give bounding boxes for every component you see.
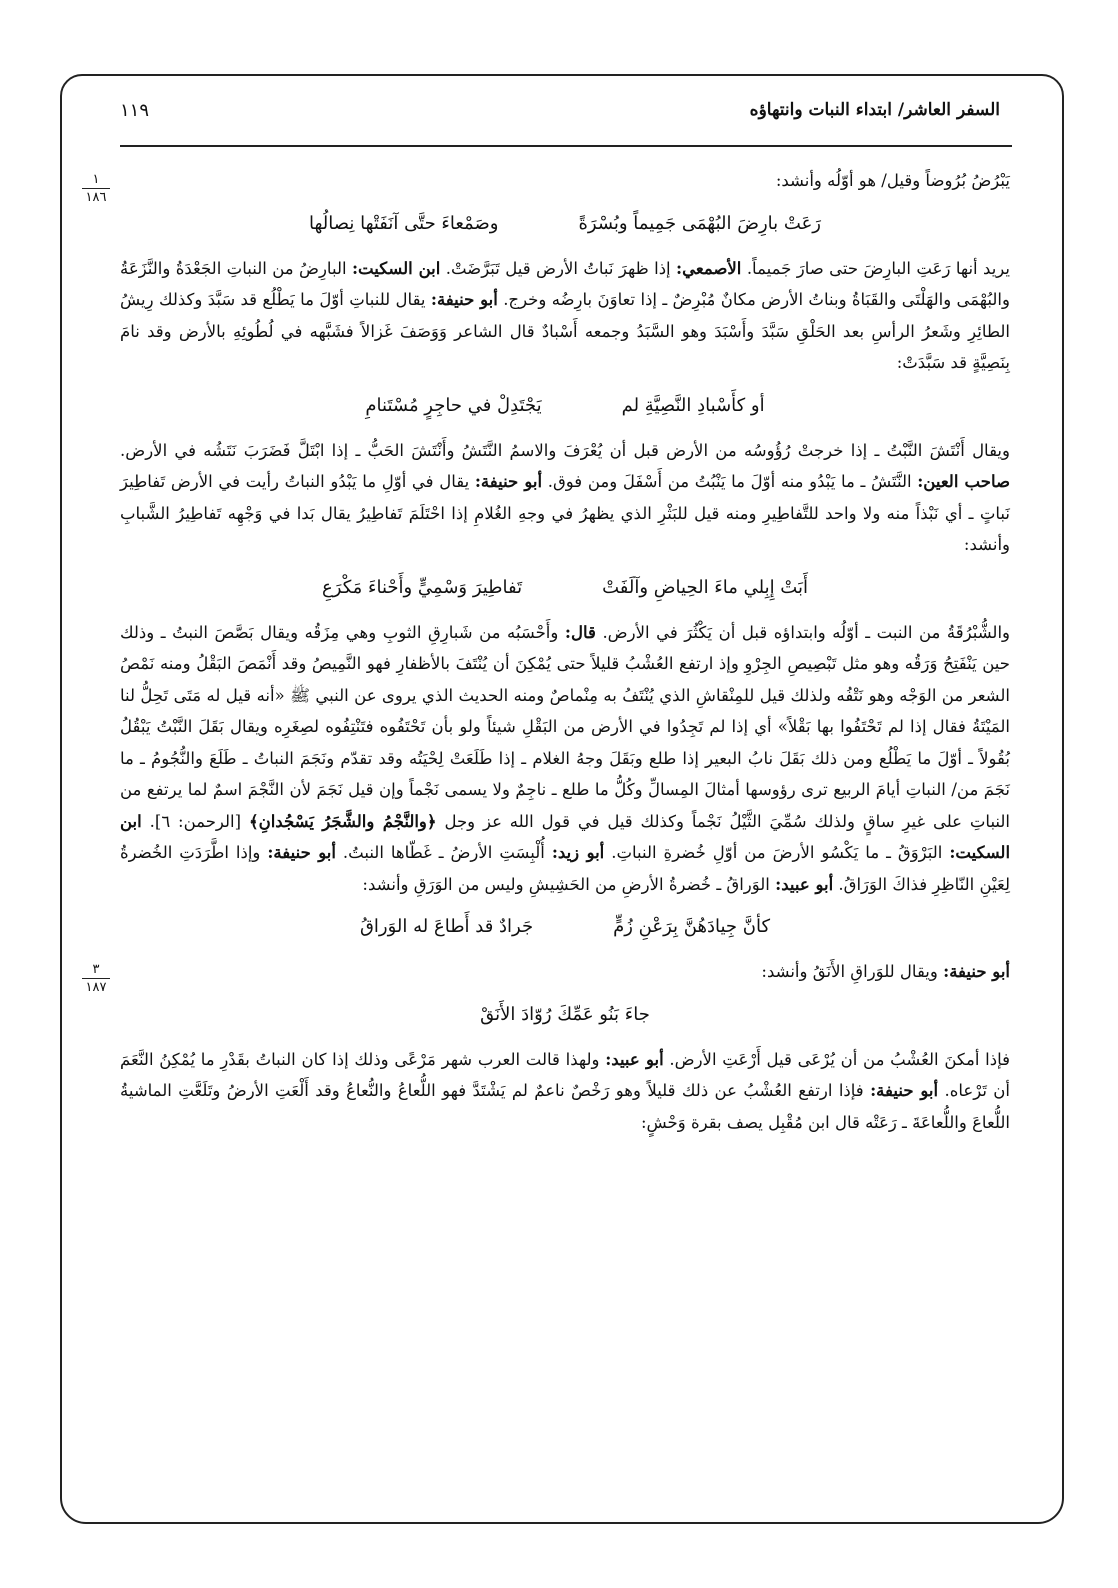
source-name: أبو حنيفة: bbox=[474, 472, 543, 491]
poem-verse bbox=[120, 573, 1010, 603]
text-run: أُلْبِسَتِ الأرضُ ـ غَطّاها النبتُ. bbox=[342, 843, 545, 862]
text-run: الوَراقُ ـ خُضرةُ الأرضِ من الحَشِيشِ وليس من الوَرَقِ وأنشد: bbox=[362, 874, 770, 894]
text-run: ويقال أَنْتَشَ النَّبْتُ ـ إذا خرجتْ رُؤُوسُه من الأرض قبل أن يُعْرَفَ والاسمُ النَّتَشُ وأَنْتَشَ الحَبُّ ـ إذا ابْتَلَّ فَضَرَبَ نَتَشُه في الأرض. bbox=[120, 440, 1010, 460]
margin-ref-page: ١٨٦ bbox=[85, 190, 107, 205]
text-run: وإذا اطَّرَدَتِ الخُضرةُ لِعَيْنِ النّاظِرِ فذاكَ الوَرَاقُ. bbox=[120, 843, 1010, 894]
margin-ref-rule bbox=[82, 188, 110, 189]
paragraph bbox=[120, 435, 1010, 561]
text-run: النَّتَشُ ـ ما يَبْدُو منه أوّلَ ما يَنْبُتُ من أَسْفَلَ ومن فوق. bbox=[547, 472, 912, 491]
text-run: ويقال للوَراقِ الأَنَقُ وأنشد: bbox=[761, 962, 938, 981]
text-run: ولهذا قالت العرب شهر مَرْعًى وذلك إذا كان النباتُ بقَدْرِ ما يُمْكِنُ النَّعَمَ أن تَرْعاه. bbox=[120, 1049, 1011, 1100]
verse-first-hemistich: رَعَتْ بارِضَ البُهْمَى جَمِيماً وبُسْرَةً bbox=[578, 212, 821, 234]
text-run: [الرحمن: ٦]. bbox=[149, 811, 242, 831]
poem-verse bbox=[120, 912, 1010, 942]
header-title: السفر العاشر/ ابتداء النبات وانتهاؤه bbox=[749, 100, 1000, 120]
paragraph bbox=[120, 165, 1010, 197]
source-name: أبو حنيفة: bbox=[943, 962, 1010, 981]
source-name: قال: bbox=[564, 622, 596, 642]
text-run: فإذا أمكنَ العُشْبُ من أن يُرْعَى قيل أَرْعَتِ الأرض. bbox=[669, 1049, 1011, 1069]
source-name: أبو حنيفة: bbox=[870, 1081, 939, 1100]
verse-first-hemistich: أو كأَسْبادِ النَّصِيَّةِ لم bbox=[621, 394, 765, 416]
verse-first-hemistich: أَبَتْ إِبِلي ماءَ الحِياضِ وآلَفَتْ bbox=[602, 576, 808, 598]
margin-ref-rule bbox=[82, 978, 110, 979]
text-run: يقال في أوّلِ ما يَبْدُو النباتُ رأيت في الأرض تَفاطِيرَ نَباتٍ ـ أي نَبْذاً منه ولا واحد للتَّفاطِيرِ ومنه قيل للبَثْرِ الذي يظهرُ في وجهِ الغُلامِ إذا احْتَلَمَ تَفاطِيرُ يقال بَدا في وَجْهِه تَفاطِيرُ الشَّبابِ وأنشد: bbox=[120, 472, 1010, 554]
poem-verse bbox=[120, 1000, 1010, 1030]
paragraph bbox=[120, 617, 1010, 901]
text-run: إذا ظهرَ نَباتُ الأرض قيل تَبَرَّضَتْ. bbox=[445, 258, 671, 278]
margin-reference bbox=[76, 962, 116, 995]
text-run: والشُّبْرُقَةُ من النبت ـ أوّلُه وابتداؤه قبل أن يَكْثُرَ في الأرض. bbox=[602, 622, 1011, 642]
verse-second-hemistich: تَفاطِيرَ وَسْمِيٍّ وأَحْناءَ مَكْرَعِ bbox=[322, 576, 523, 598]
text-run: يريد أنها رَعَتِ البارِضَ حتى صارَ جَميماً. bbox=[746, 258, 1010, 278]
source-name: أبو عبيد: bbox=[605, 1049, 664, 1069]
text-run: يقال للنباتِ أوّلَ ما يَطْلُع قد سَبَّدَ وكذلك رِيشُ الطائِرِ وشَعرُ الرأسِ بعد الحَلْقِ سَبَّدَ وأَسْبَدَ وهو السَّبَدُ وجمعه أَسْبادٌ قال الشاعر وَوَصَفَ غَزالاً فشَبَّهه في لُطُوئِهِ بالأرض وقد نامَ بِنَصِيَّةٍ قد سَبَّدَتْ: bbox=[120, 290, 1010, 372]
source-name: الأصمعي: bbox=[676, 258, 742, 278]
verse-second-hemistich: يَجْتَدِلْ في حاجِرٍ مُسْتَنامِ bbox=[365, 394, 542, 416]
margin-ref-page: ١٨٧ bbox=[85, 980, 107, 995]
main-text bbox=[120, 165, 1010, 1144]
paragraph bbox=[120, 1044, 1010, 1139]
text-run: البَرْوَقُ ـ ما يَكْسُو الأرضَ من أوّلِ خُضرةِ النباتِ. bbox=[611, 843, 943, 862]
source-name: أبو زيد: bbox=[551, 843, 605, 862]
paragraph bbox=[120, 253, 1010, 379]
poem-verse bbox=[120, 209, 1010, 239]
text-run: يَبْرُضُ بُرُوضاً وقيل/ هو أوّلُه وأنشد: bbox=[775, 171, 1010, 190]
quran-quote: ﴿والنَّجْمُ والشَّجَرُ يَسْجُدانِ﴾ bbox=[248, 811, 437, 831]
text-run: البارِضُ من النباتِ الجَعْدَةُ والنَّزَعَةُ والبُهْمَى والهَلْتَى والقَبَاةُ وبناتُ الأرض مكانٌ مُبْرِضٌ ـ إذا تعاوَنَ بارِضُه وخرج. bbox=[120, 258, 1010, 309]
page-number: ١١٩ bbox=[120, 100, 150, 121]
source-name: صاحب العين: bbox=[917, 472, 1010, 491]
running-header bbox=[120, 100, 1000, 136]
header-divider bbox=[120, 145, 1012, 147]
margin-reference bbox=[76, 172, 116, 205]
paragraph bbox=[120, 956, 1010, 988]
text-run: فإذا ارتفع العُشْبُ عن ذلك قليلاً وهو رَخْصٌ ناعمٌ لم يَشْتَدَّ فهو اللُّعاعُ والنُّعاعُ وقد أَلْعَتِ الأرضُ وتَلَعَّتِ الماشيةُ اللُّعاعَ واللُّعاعَةَ ـ رَعَتْه قال ابن مُقْبِل يصف بقرة وَحْشٍ: bbox=[120, 1081, 1010, 1132]
margin-ref-number: ١ bbox=[92, 172, 100, 187]
verse-line: جاءَ بَنُو عَمِّكَ رُوّادَ الأَنَقْ bbox=[480, 1003, 650, 1025]
verse-first-hemistich: كأنَّ جِيادَهُنَّ بِرَعْنِ زُمٍّ bbox=[613, 916, 771, 937]
verse-second-hemistich: وصَمْعاءَ حتَّى آنَفَتْها نِصالُها bbox=[309, 212, 499, 234]
verse-second-hemistich: جَرادٌ قد أَطاعَ له الوَراقُ bbox=[359, 916, 534, 937]
margin-ref-number: ٣ bbox=[92, 962, 100, 977]
text-run: وأَحْسَبُه من شَبارِقِ الثوبِ وهي مِزَقُه ويقال بَصَّصَ النبتُ ـ وذلك حين يَنْفَتِحُ وَرَقُه وهو مثل تَبْصِيصِ الجِرْوِ وإذ ارتفع العُشْبُ قليلاً حتى يُمْكِنَ أن يُنْتَفَ بالأظفارِ فهو النَّمِيصُ وقد أَنْمَصَ البَقْلُ ومنه نَمْصُ الشعر من الوَجْه وهو نَتْفُه ولذلك قيل للمِنْقاشِ الذي يُنْتَفُ به مِنْماصٌ ومنه الحديث الذي يروى عن النبي ﷺ «أنه قيل له مَتَى تَحِلُّ لنا المَيْتَةُ فقال إذا لم تَحْتَفُوا بها بَقْلاً» أي إذا لم تَجِدُوا في الأرض من البَقْلِ شيئاً ولو بأن تَحْتَفُوه فتَنْتِفُوه لصِغَرِه ويقال بَقَلَ النَّبْتُ يَبْقُلُ بُقُولاً ـ أوّلَ ما يَطْلُع ومن ذلك بَقَلَ نابُ البعير إذا طلع وبَقَلَ وجهُ الغلام ـ إذا طَلَعَتْ لِحْيَتُه وقد تقدّم ونَجَمَ النباتُ ـ طَلَعَ والنُّجُومُ ـ ما نَجَمَ من/ النباتِ أيامَ الربيع ترى رؤوسها أمثالَ المِسالِّ وكُلُّ ما طلع ـ ناجِمٌ ولا يسمى نَجْماً وإن قيل نَجَمَ لأن النَّجْمَ اسمٌ لما يرتفع من النباتِ على غيرِ ساقٍ ولذلك سُمِّيَ الثَّيْلُ نَجْماً وكذلك قيل في قول الله عز وجل bbox=[120, 622, 1011, 831]
source-name: أبو حنيفة: bbox=[430, 290, 498, 309]
source-name: أبو عبيد: bbox=[775, 874, 834, 894]
source-name: أبو حنيفة: bbox=[267, 843, 336, 862]
poem-verse bbox=[120, 391, 1010, 421]
source-name: ابن السكيت: bbox=[351, 258, 441, 278]
source-name: ابن السكيت: bbox=[120, 811, 1011, 862]
